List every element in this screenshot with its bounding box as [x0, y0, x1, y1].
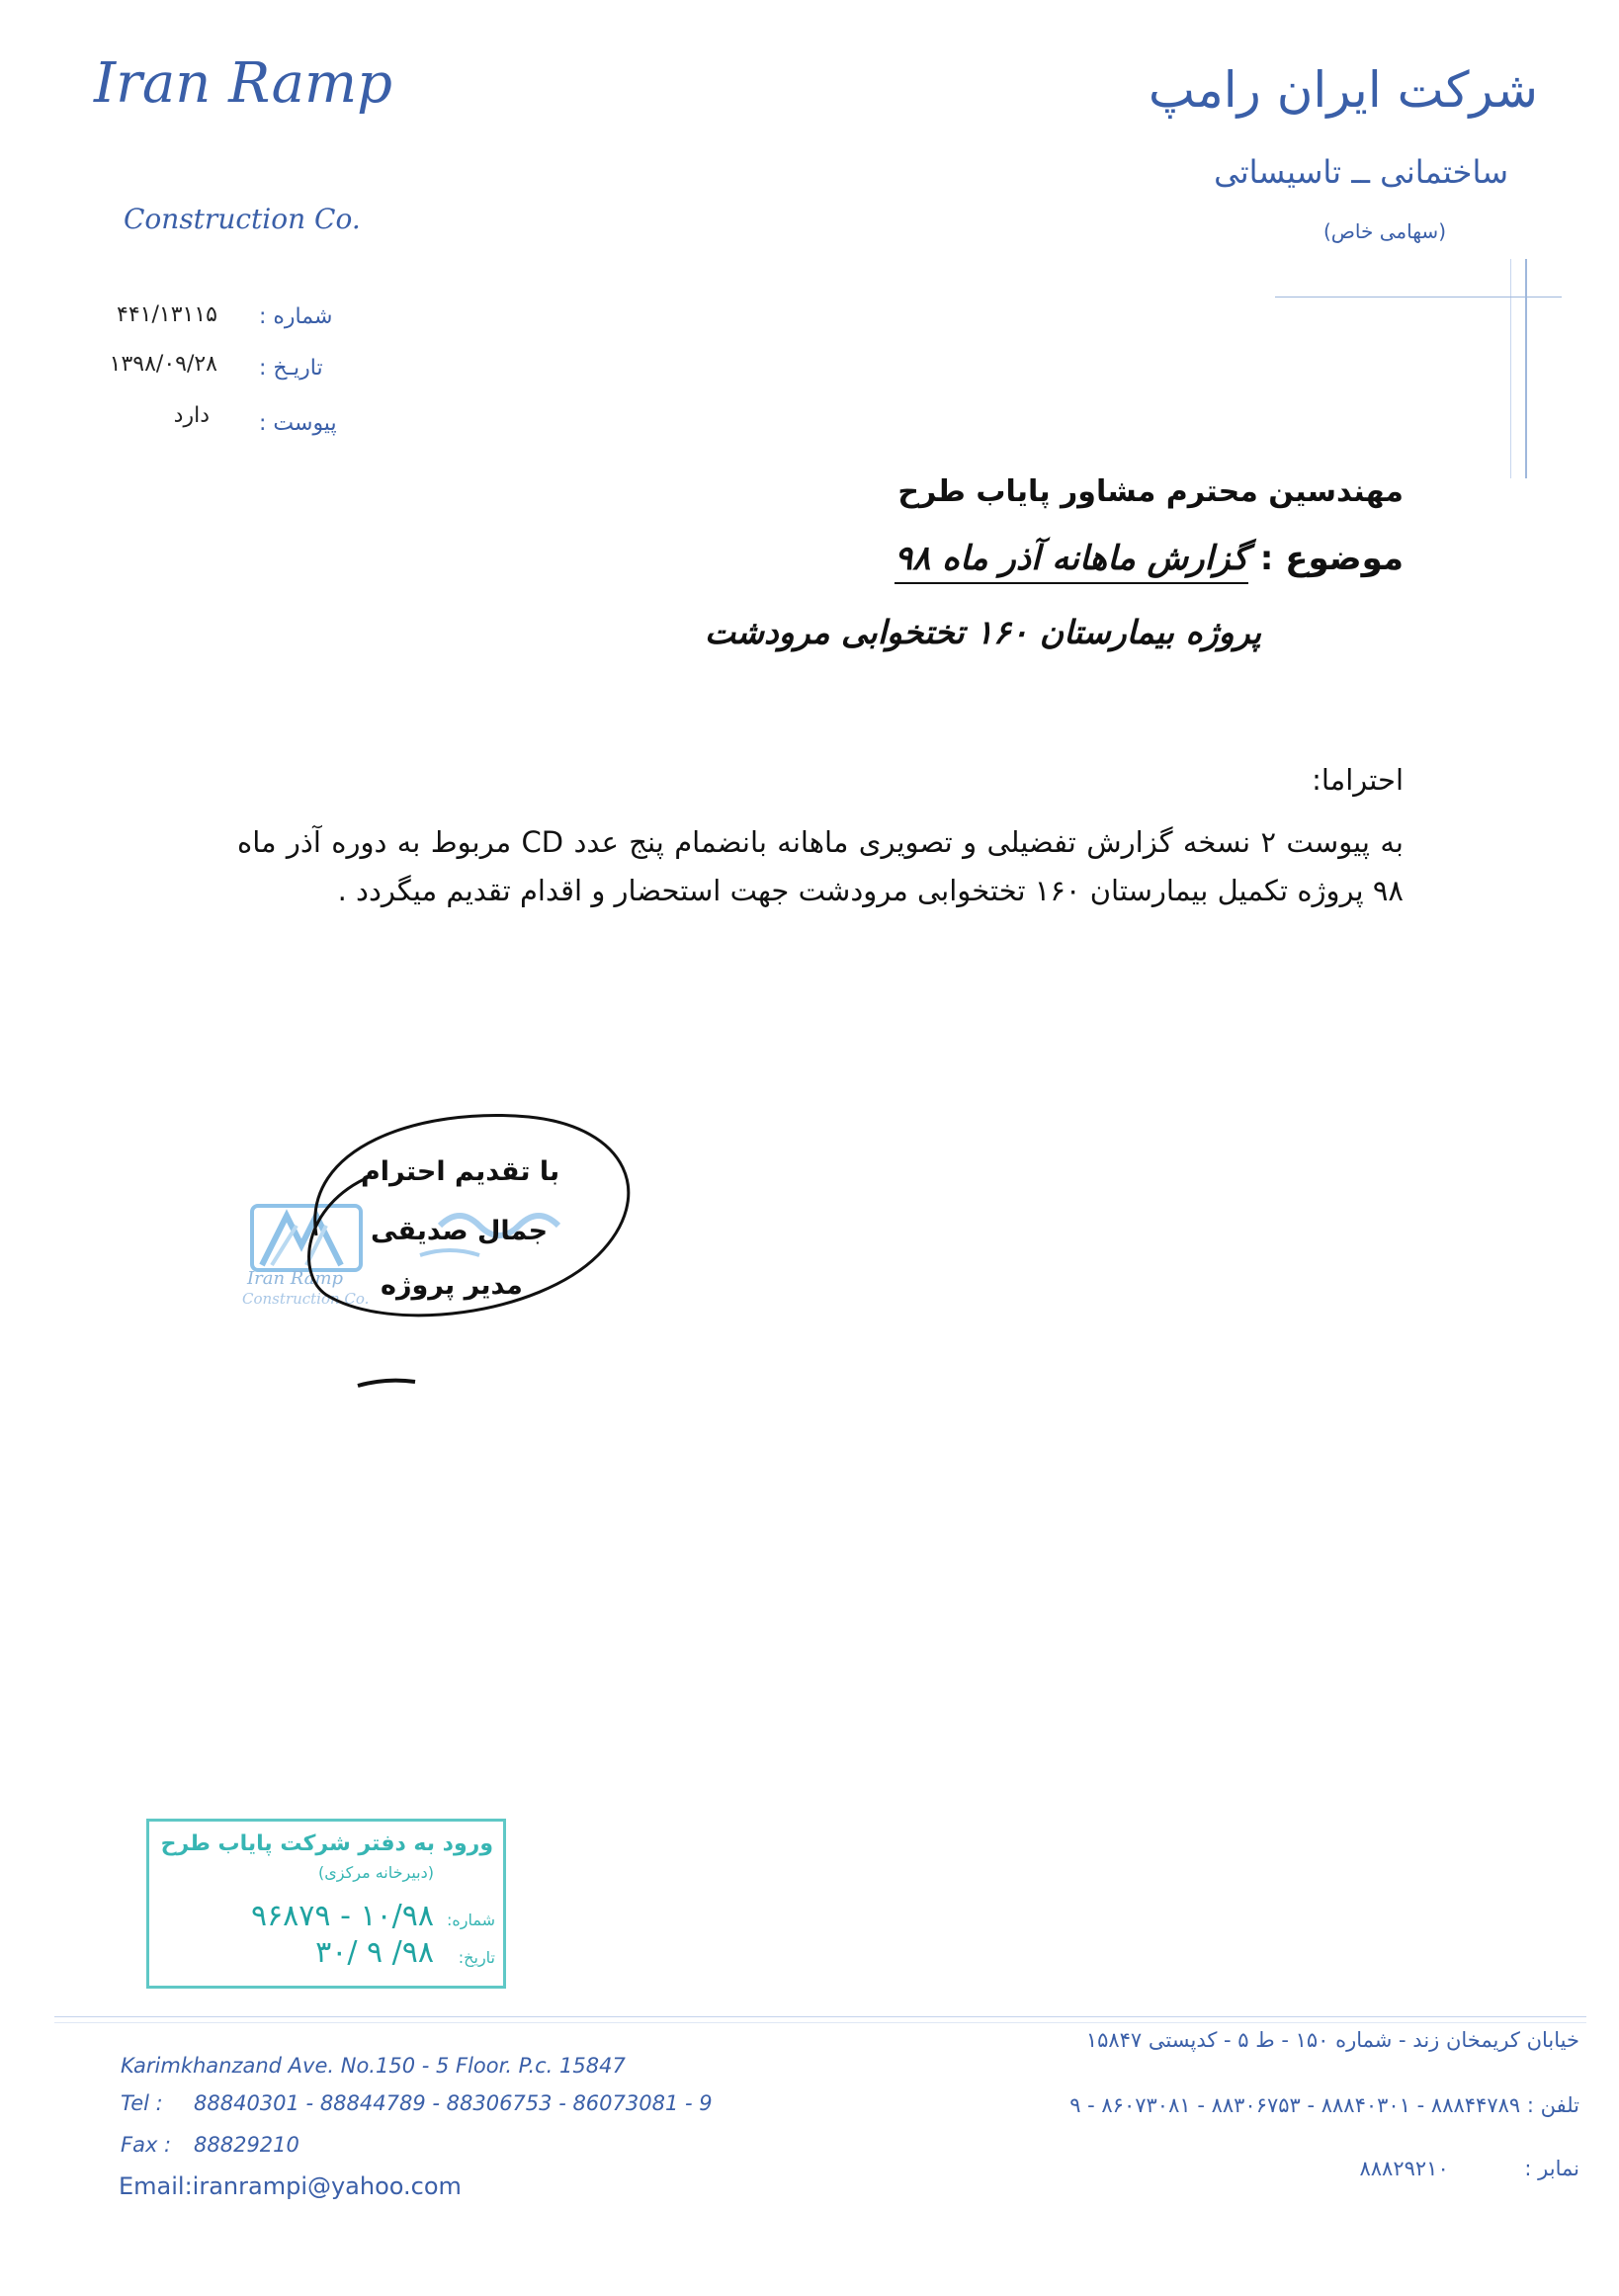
subject-label: موضوع :	[1259, 539, 1404, 578]
letterhead-divider-horizontal	[1275, 297, 1562, 298]
footer-divider-thin	[54, 2022, 1586, 2023]
salutation: احتراما:	[1312, 763, 1404, 797]
receipt-stamp-date-value: ۹۸/ ۹ /۳۰	[315, 1935, 434, 1970]
letterhead-divider-vertical	[1525, 259, 1527, 478]
company-logo-fa: شرکت ایران رامپ	[1148, 61, 1538, 119]
footer-fax-value: 88829210	[194, 2133, 299, 2157]
closing-phrase: با تقدیم احترام	[361, 1156, 560, 1187]
attachment-value: دارد	[173, 403, 210, 428]
company-stamp-subtext: Construction Co.	[242, 1290, 370, 1308]
footer-fax-fa-value: ۸۸۸۲۹۲۱۰	[1359, 2157, 1449, 2180]
footer-tel-fa-label: تلفن :	[1526, 2093, 1579, 2117]
footer-tel-label: Tel :	[121, 2091, 163, 2115]
footer-tel-fa-value: ۸۸۸۴۴۷۸۹ - ۸۸۸۴۰۳۰۱ - ۸۸۳۰۶۷۵۳ - ۸۶۰۷۳۰۸۱ - ۹	[1069, 2093, 1521, 2117]
footer-fax-fa-label: نمابر :	[1524, 2157, 1579, 2180]
signature-stroke-icon	[356, 1374, 425, 1394]
footer-address-en: Karimkhanzand Ave. No.150 - 5 Floor. P.c. 15847	[121, 2054, 626, 2078]
signer-name: جمال صدیقی	[371, 1216, 549, 1246]
company-type-fa: (سهامی خاص)	[1322, 219, 1446, 243]
company-logo-en: Iran Ramp	[94, 51, 392, 116]
date-value: ۱۳۹۸/۰۹/۲۸	[109, 352, 217, 377]
footer-email: Email:iranrampi@yahoo.com	[119, 2172, 462, 2200]
subject-value: گزارش ماهانه آذر ماه ۹۸	[895, 539, 1248, 584]
footer-divider	[54, 2016, 1586, 2017]
company-activity-fa: ساختمانی ــ تاسیساتی	[1214, 153, 1508, 191]
number-value: ۴۴۱/۱۳۱۱۵	[117, 302, 217, 327]
attachment-label: پیوست :	[259, 411, 337, 436]
receipt-stamp-number-label: شماره:	[446, 1911, 495, 1929]
footer-tel-value: 88840301 - 88844789 - 88306753 - 86073081 - 9	[194, 2091, 713, 2115]
company-stamp-text: Iran Ramp	[247, 1268, 344, 1289]
signer-role: مدیر پروژه	[381, 1270, 523, 1301]
receipt-stamp-date-label: تاریخ:	[458, 1948, 495, 1967]
footer-fax-label: Fax :	[121, 2133, 172, 2157]
number-label: شماره :	[259, 304, 333, 329]
receipt-stamp-title: ورود به دفتر شرکت پایاب طرح	[160, 1831, 493, 1856]
subject-line	[895, 539, 1404, 578]
footer-address-fa: خیابان کریمخان زند - شماره ۱۵۰ - ط ۵ - کدپستی ۱۵۸۴۷	[1085, 2028, 1579, 2052]
receipt-stamp-subtitle: (دبیرخانه مرکزی)	[318, 1863, 434, 1882]
addressee: مهندسین محترم مشاور پایاب طرح	[897, 474, 1404, 509]
footer-tel-fa	[1069, 2093, 1579, 2117]
receipt-stamp	[146, 1819, 506, 1989]
project-title: پروژه بیمارستان ۱۶۰ تختخوابی مرودشت	[704, 613, 1261, 651]
letterhead-divider-vertical-thin	[1510, 259, 1511, 478]
company-logo-en-subtitle: Construction Co.	[124, 203, 361, 235]
letter-body: به پیوست ۲ نسخه گزارش تفضیلی و تصویری ماهانه بانضمام پنج عدد CD مربوط به دوره آذر ماه ۹۸ پروژه تکمیل بیمارستان ۱۶۰ تختخوابی مرودشت جهت استحضار و اقدام تقدیم میگردد .	[237, 825, 1404, 907]
date-label: تاریـخ :	[259, 356, 323, 381]
footer-fax-fa	[1360, 2157, 1580, 2180]
receipt-stamp-number-value: ۱۰/۹۸ - ۹۶۸۷۹	[250, 1899, 434, 1933]
